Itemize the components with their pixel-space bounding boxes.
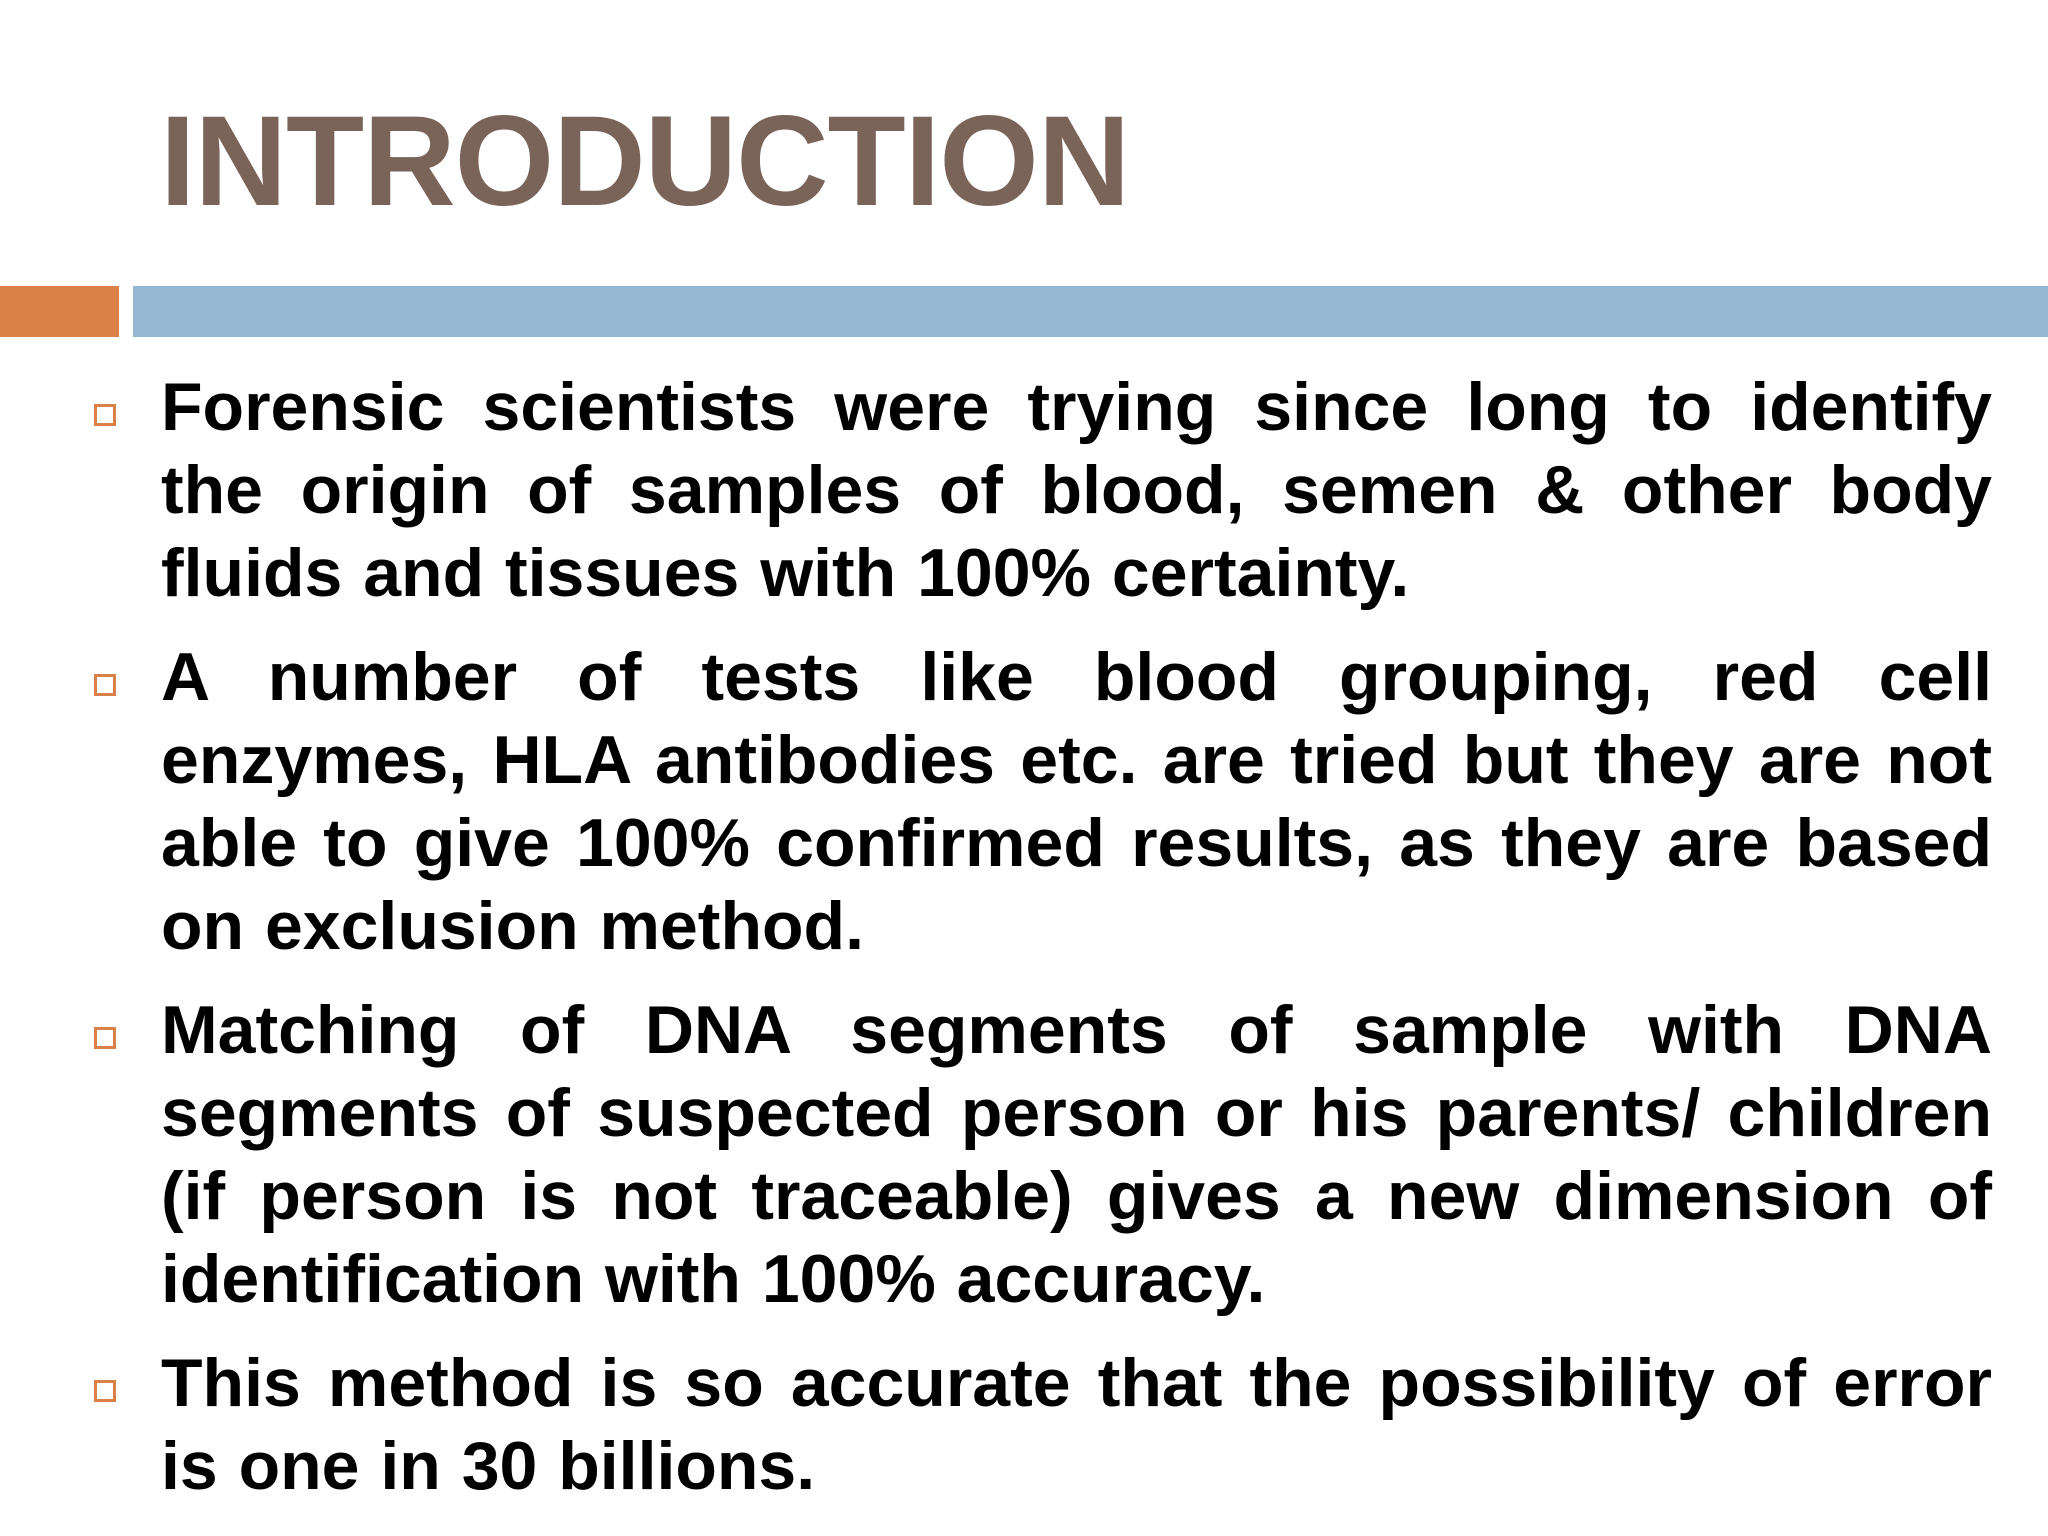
bullet-item [0,1342,1992,1508]
bullet-item [0,366,1992,615]
title-rule-bar [133,286,2048,337]
bullet-list [0,366,2048,1529]
bullet-item [0,636,1992,968]
bullet-item [0,989,1992,1321]
bullet-text: A number of tests like blood grouping, red cell enzymes, HLA antibodies etc. are tried but they are not able to give 100% confirmed results, as they are based on exclusion method. [161,639,1992,964]
title-accent-bar [0,286,119,337]
bullet-text: This method is so accurate that the possibility of error is one in 30 billions. [161,1345,1992,1504]
slide-title: INTRODUCTION [160,90,1130,233]
bullet-text: Forensic scientists were trying since long to identify the origin of samples of blood, semen & other body fluids and tissues with 100% certainty. [161,369,1992,611]
bullet-text: Matching of DNA segments of sample with DNA segments of suspected person or his parents/ children (if person is not traceable) gives a new dimension of identification with 100% accuracy. [161,992,1992,1317]
hollow-square-bullet-icon [94,674,116,696]
hollow-square-bullet-icon [94,1380,116,1402]
hollow-square-bullet-icon [94,404,116,426]
hollow-square-bullet-icon [94,1027,116,1049]
